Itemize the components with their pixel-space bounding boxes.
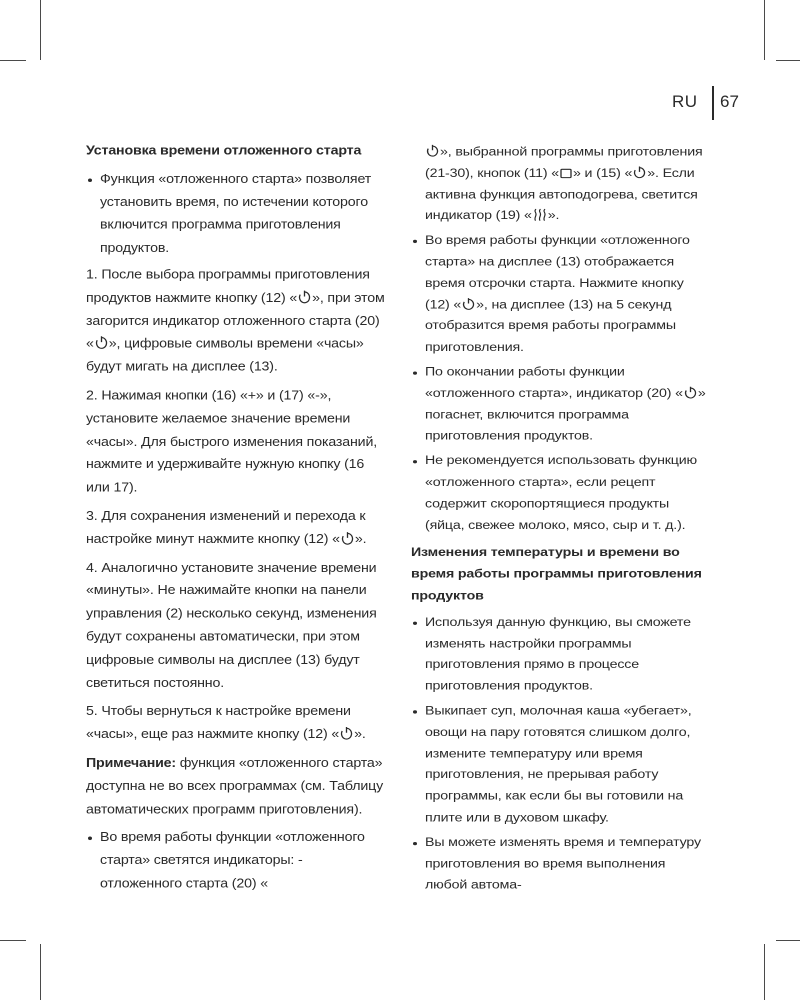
- list-item: [86, 168, 386, 260]
- language-code: RU: [672, 92, 698, 111]
- list-item: [411, 701, 711, 829]
- list-item: [411, 362, 711, 447]
- list-item-text: Во время работы функции «отложенного старта» на дисплее (13) отображается время отсрочки старта. Нажмите кнопку (12) «: [425, 234, 690, 312]
- crop-mark: [764, 944, 765, 1000]
- list-item-text: », на дисплее (13) на 5 секунд отобразится время работы программы приготовления.: [425, 298, 676, 355]
- note-label: Примечание:: [86, 755, 177, 771]
- left-column: [86, 140, 386, 900]
- list-item: [86, 827, 386, 896]
- clock-icon: [298, 290, 311, 304]
- clock-icon: [340, 727, 353, 741]
- list-item-text: Используя данную функцию, вы сможете изменять настройки программы приготовления прямо в процессе приготовления продуктов.: [425, 615, 691, 693]
- clock-icon: [95, 336, 108, 350]
- list-item-text: », выбранной программы приготовления (21-30), кнопок (11) «: [425, 145, 703, 180]
- list-item-text: » и (15) «: [572, 166, 633, 180]
- list-item: [411, 833, 711, 897]
- list-item: [411, 231, 711, 359]
- list-item-text: Не рекомендуется использовать функцию «отложенного старта», если рецепт содержит скоропортящиеся продукты (яйца, свежее молоко, мясо, сыр и т. д.).: [425, 454, 698, 532]
- crop-mark: [0, 940, 26, 941]
- square-icon: [560, 168, 572, 180]
- step-text: 1. После выбора программы приготовления продуктов нажмите кнопку (12) «: [86, 267, 370, 306]
- list-item-text: ». Если активна функция автоподогрева, светится индикатор (19) «: [425, 166, 698, 223]
- list-item-text: » погаснет, включится программа приготовления продуктов.: [425, 387, 706, 444]
- step-3: [86, 506, 386, 552]
- clock-icon: [462, 297, 475, 310]
- clock-icon: [684, 386, 697, 399]
- crop-mark: [764, 0, 765, 60]
- step-5: [86, 701, 386, 747]
- step-text: 5. Чтобы вернуться к настройке времени «часы», еще раз нажмите кнопку (12) «: [86, 704, 351, 742]
- step-4: 4. Аналогично установите значение времени «минуты». Не нажимайте кнопки на панели управления (2) несколько секунд, изменения будут сохранены автоматически, при этом цифровые символы на дисплее (13) будут светиться постоянно.: [86, 560, 377, 691]
- list-item-text: Во время работы функции «отложенного старта» светятся индикаторы: - отложенного старта (20) «: [100, 830, 365, 891]
- crop-mark: [0, 60, 26, 61]
- step-text: ».: [354, 727, 366, 742]
- clock-icon: [633, 166, 646, 179]
- clock-icon: [341, 531, 354, 545]
- step-text: », при этом загорится индикатор отложенного старта (20) «: [86, 290, 385, 352]
- list-item: [411, 612, 711, 697]
- crop-mark: [776, 60, 800, 61]
- page-header: [0, 86, 800, 120]
- note-text: функция «отложенного старта» доступна не во всех программах (см. Таблицу автоматических программ приготовления).: [86, 755, 384, 817]
- clock-icon: [426, 144, 439, 157]
- right-column: [411, 142, 711, 900]
- section-heading-delayed-start: Установка времени отложенного старта: [86, 143, 362, 158]
- step-1: [86, 264, 386, 379]
- crop-mark: [776, 940, 800, 941]
- note: [86, 752, 386, 821]
- list-item-text: ».: [547, 209, 560, 223]
- list-item: [411, 451, 711, 536]
- list-item-text: По окончании работы функции «отложенного старта», индикатор (20) «: [425, 365, 683, 401]
- step-text: 3. Для сохранения изменений и перехода к настройке минут нажмите кнопку (12) «: [86, 509, 366, 547]
- section-heading-temperature-time: Изменения температуры и времени во время работы программы приготовления продуктов: [411, 546, 702, 603]
- page-number: 67: [720, 92, 739, 111]
- step-2: 2. Нажимая кнопки (16) «+» и (17) «-», установите желаемое значение времени «часы». Для быстрого изменения показаний, нажмите и удерживайте нужную кнопку (16 или 17).: [86, 388, 378, 496]
- list-item-text: Вы можете изменять время и температуру приготовления во время выполнения любой автома-: [425, 835, 701, 892]
- step-text: ».: [354, 532, 367, 547]
- step-text: », цифровые символы времени «часы» будут мигать на дисплее (13).: [86, 337, 364, 375]
- heat-waves-icon: [533, 209, 547, 222]
- header-separator: [712, 86, 714, 120]
- list-item-continued: [411, 142, 711, 227]
- crop-mark: [40, 0, 41, 60]
- list-item-text: Выкипает суп, молочная каша «убегает», овощи на пару готовятся слишком долго, измените температуру или время приготовления, не прерывая работу программы, как если бы вы готовили на плите или в духовом шкафу.: [425, 704, 692, 825]
- crop-mark: [40, 944, 41, 1000]
- list-item-text: Функция «отложенного старта» позволяет установить время, по истечении которого включится программа приготовления продуктов.: [100, 172, 372, 256]
